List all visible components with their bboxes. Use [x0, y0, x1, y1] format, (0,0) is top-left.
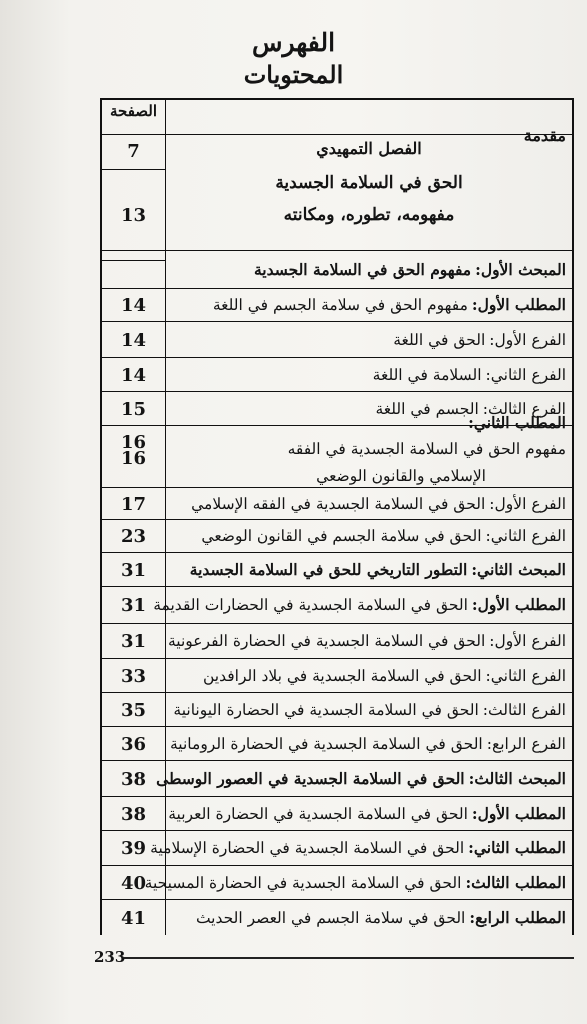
- toc-row-label: الفرع الثاني:: [485, 365, 566, 384]
- toc-row-label: المبحث الثاني:: [471, 559, 566, 579]
- toc-row-page: 14: [120, 329, 147, 351]
- toc-row-title: الحق في السلامة الجسدية في الحضارة الإسلامية: [150, 839, 465, 858]
- toc-row-title: الحق في السلامة الجسدية في الحضارة الرومانية: [170, 734, 483, 753]
- toc-row-page: 31: [120, 631, 147, 652]
- toc-row: [102, 865, 572, 900]
- toc-row-page: 39: [120, 838, 147, 859]
- toc-row-page: 36: [120, 733, 147, 755]
- chapter-page-divider: [102, 169, 165, 170]
- toc-row-page: 31: [120, 559, 147, 581]
- toc-row-label: المطلب الأول:: [471, 803, 566, 823]
- toc-row: [102, 552, 572, 587]
- toc-row-label: المطلب الرابع:: [469, 907, 566, 927]
- toc-row-label: الفرع الثاني:: [485, 527, 566, 546]
- toc-row-title: الحق في السلامة الجسدية في الحضارات القديمة: [153, 596, 468, 615]
- page-number: 233: [94, 948, 126, 966]
- toc-row-label: الفرع الثاني:: [485, 666, 566, 685]
- toc-row-page: 17: [120, 493, 147, 515]
- toc-row-title: الحق في السلامة الجسدية في العصور الوسطى: [156, 768, 465, 788]
- toc-row-page: 35: [120, 699, 147, 721]
- toc-table: [100, 98, 574, 935]
- toc-row-page: 31: [120, 595, 147, 616]
- chapter-subtitle-2: مفهومه، تطوره، ومكانته: [283, 205, 455, 225]
- toc-row-label: المطلب الأول:: [471, 595, 566, 615]
- toc-row-label: المطلب الثاني:: [468, 838, 566, 858]
- toc-row-title: الحق في سلامة الجسم في العصر الحديث: [195, 908, 466, 927]
- toc-row-title: مفهوم الحق في السلامة الجسدية: [253, 259, 472, 279]
- toc-row-label: الفرع الثالث:: [482, 399, 566, 418]
- toc-row-label: المطلب الثاني:: [468, 412, 566, 432]
- toc-row: [102, 623, 572, 659]
- toc-row-page: 15: [120, 398, 147, 420]
- toc-row: [102, 487, 572, 520]
- toc-row-label: الفرع الأول:: [489, 494, 566, 513]
- toc-row-two-line: [102, 410, 572, 487]
- row-divider: [102, 260, 165, 261]
- toc-row-title: الحق في اللغة: [393, 330, 486, 349]
- toc-row-page: 14: [120, 295, 147, 316]
- chapter-heading: [172, 135, 566, 251]
- toc-row-title: الحق في السلامة الجسدية في الحضارة المسيحية: [144, 873, 462, 892]
- toc-row-label: المطلب الأول:: [471, 295, 566, 315]
- toc-row-label: الفرع الرابع:: [486, 734, 566, 753]
- toc-row-page: 16: [120, 448, 147, 469]
- toc-row-title: الحق في السلامة الجسدية في الحضارة العربية: [168, 804, 468, 823]
- toc-row-label: الفرع الأول:: [489, 330, 566, 349]
- chapter-title: الفصل التمهيدي: [316, 139, 422, 158]
- toc-row-title: التطور التاريخي للحق في السلامة الجسدية: [189, 559, 468, 579]
- toc-row-title: الحق في سلامة الجسم في القانون الوضعي: [201, 527, 482, 546]
- toc-row-page: 38: [120, 803, 147, 825]
- toc-row: [102, 288, 572, 322]
- toc-row-page: 23: [120, 526, 147, 547]
- footer-rule: [124, 957, 574, 959]
- toc-row-page: 38: [120, 768, 147, 790]
- toc-row: [102, 899, 572, 936]
- toc-row: [102, 726, 572, 761]
- toc-row: [102, 586, 572, 624]
- toc-row-title: الحق في السلامة الجسدية في بلاد الرافدين: [202, 666, 482, 685]
- toc-row-page: 14: [120, 364, 147, 386]
- toc-row-page: 16: [120, 431, 147, 453]
- index-title: الفهرس: [251, 28, 336, 57]
- toc-row: [102, 658, 572, 693]
- contents-title: المحتويات: [243, 60, 344, 89]
- toc-row-label: المطلب الثالث:: [465, 872, 566, 892]
- toc-row: [102, 357, 572, 392]
- toc-row-page: [102, 251, 165, 289]
- toc-row-title: مفهوم الحق في سلامة الجسم في اللغة: [212, 296, 468, 315]
- toc-row: [102, 796, 572, 831]
- toc-row-page: 40: [120, 872, 147, 894]
- chapter-subtitle-page: 13: [120, 204, 147, 226]
- intro-label: مقدمة: [523, 126, 566, 145]
- toc-row-label: الفرع الأول:: [489, 632, 566, 651]
- toc-row-title: الحق في السلامة الجسدية في الحضارة اليونانية: [173, 700, 479, 719]
- toc-row: [102, 321, 572, 358]
- toc-row-page: 41: [120, 907, 147, 929]
- toc-row: [102, 519, 572, 553]
- toc-row-title: السلامة في اللغة: [372, 365, 482, 384]
- toc-row: [102, 760, 572, 797]
- toc-row-label: الفرع الثالث:: [482, 700, 566, 719]
- chapter-subtitle: الحق في السلامة الجسدية: [275, 173, 463, 193]
- toc-row-chapter: [102, 134, 572, 251]
- toc-row: [102, 250, 572, 289]
- toc-row: [102, 692, 572, 727]
- toc-row-title: الحق في السلامة الجسدية في الحضارة الفرعونية: [167, 632, 486, 651]
- page-column-header: الصفحة: [109, 102, 158, 120]
- toc-row-label: المبحث الأول:: [475, 259, 566, 279]
- toc-row-title-cont: الإسلامي والقانون الوضعي: [316, 466, 486, 485]
- toc-row-title: مفهوم الحق في السلامة الجسدية في الفقه: [287, 440, 566, 459]
- chapter-intro-page: 7: [127, 141, 140, 162]
- toc-row-page: 33: [120, 665, 147, 687]
- toc-row-label: المبحث الثالث:: [468, 768, 566, 788]
- toc-row: [102, 830, 572, 866]
- toc-row-title: الحق في السلامة الجسدية في الفقه الإسلامي: [191, 494, 486, 513]
- toc-row-title: الجسم في اللغة: [375, 399, 479, 418]
